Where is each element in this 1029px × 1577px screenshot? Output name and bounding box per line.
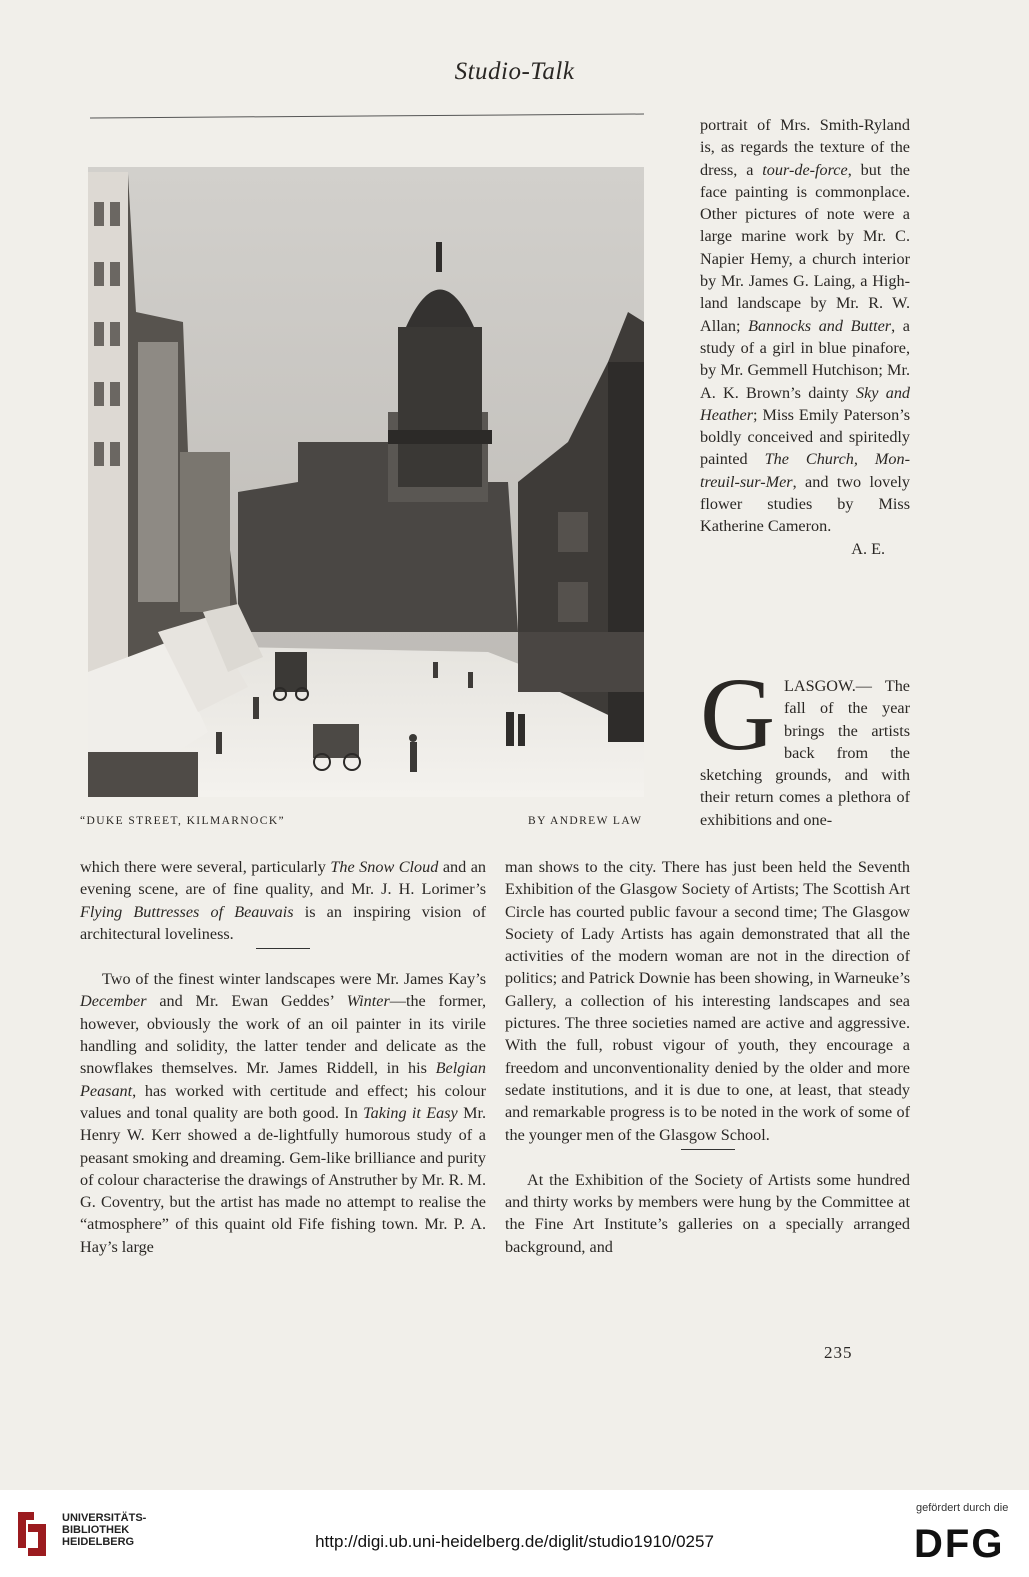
illustration-duke-street — [88, 112, 656, 797]
glasgow-section — [700, 657, 910, 831]
library-line: HEIDELBERG — [62, 1536, 135, 1548]
dfg-logo: DFG — [914, 1522, 1005, 1566]
author-signature: A. E. — [851, 539, 885, 558]
section-divider — [256, 948, 310, 949]
right-top-paragraph: portrait of Mrs. Smith-Ryland is, as regards the texture of the dress, a tour-de-force, but the face painting is commonplace. Other pictures of note were a large marine work by Mr. C. Napier Hemy, a church interior by Mr. James G. Laing, a High-land landscape by Mr. R. W. Allan; Bannocks and Butter, a study of a girl in blue pinafore, by Mr. Gemmell Hutchison; Mr. A. K. Brown’s dainty Sky and Heather; Miss Emily Paterson’s boldly conceived and spiritedly painted The Church, Mon-treuil-sur-Mer, and two lovely flower studies by Miss Katherine Cameron. — [700, 116, 911, 536]
funding-note: gefördert durch die — [916, 1502, 1009, 1514]
right-paragraph-2: At the Exhibition of the Society of Artists some hundred and thirty works by members were hung by the Committee at the Fine Art Institute’s galleries on a specially arranged background, and — [505, 1170, 910, 1256]
library-line: BIBLIOTHEK — [62, 1524, 130, 1536]
left-paragraph-1: which there were several, particularly The Snow Cloud and an evening scene, are of fine quality, and Mr. J. H. Lorimer’s Flying Buttresses of Beauvais is an inspiring vision of architectural loveliness. — [80, 858, 487, 943]
left-paragraph-2: Two of the finest winter landscapes were Mr. James Kay’s December and Mr. Ewan Geddes’ Winter—the former, however, obviously the work of an oil painter in its virile handling and solidity, the latter tender and delicate as the snowflakes themselves. Mr. James Riddell, in his Belgian Peasant, has worked with certitude and effect; his colour values and tonal quality are both good. In Taking it Easy Mr. Henry W. Kerr showed a de-lightfully humorous study of a peasant smoking and dreaming. Gem-like brilliance and purity of colour characterise the drawings of Anstruther by Mr. R. M. G. Coventry, but the artist has made no attempt to realise the “atmosphere” of this quaint old Fife fishing town. Mr. P. A. Hay’s large — [80, 970, 487, 1256]
right-paragraph-1: man shows to the city. There has just been held the Seventh Exhibition of the Glasgow Society of Artists; The Scottish Art Circle has courted public favour a second time; The Glasgow Society of Lady Artists has again demonstrated that all the activities of the modern woman are not in the direction of politics; and Patrick Downie has been showing, in Warneuke’s Gallery, a collection of his interesting landscapes and sea pictures. The three societies named are active and aggressive. With the full, robust vigour of youth, they encourage a freedom and unconventionality denied by the older and more sedate institutions, and it is due to one, at least, that steady and remarkable progress is to be noted in the work of some of the younger men of the Glasgow School. — [505, 858, 910, 1144]
right-column — [505, 856, 910, 1258]
glasgow-intro-text: LASGOW.— The fall of the year brings the artists back from the sketching grounds, and with their return comes a plethora of exhibitions and one- — [700, 677, 910, 829]
right-top-column — [700, 114, 910, 560]
source-url-link[interactable]: http://digi.ub.uni-heidelberg.de/diglit/studio1910/0257 — [315, 1532, 714, 1551]
section-divider — [681, 1149, 735, 1150]
left-column — [80, 856, 486, 1258]
running-header: Studio-Talk — [454, 58, 575, 85]
drop-cap: G — [700, 657, 776, 772]
plate-caption-artist: BY ANDREW LAW — [528, 815, 643, 827]
library-line: UNIVERSITÄTS- — [62, 1512, 147, 1524]
plate-caption-title: “DUKE STREET, KILMARNOCK” — [80, 815, 286, 827]
digitization-footer — [0, 1490, 1029, 1577]
page-number: 235 — [824, 1343, 853, 1362]
